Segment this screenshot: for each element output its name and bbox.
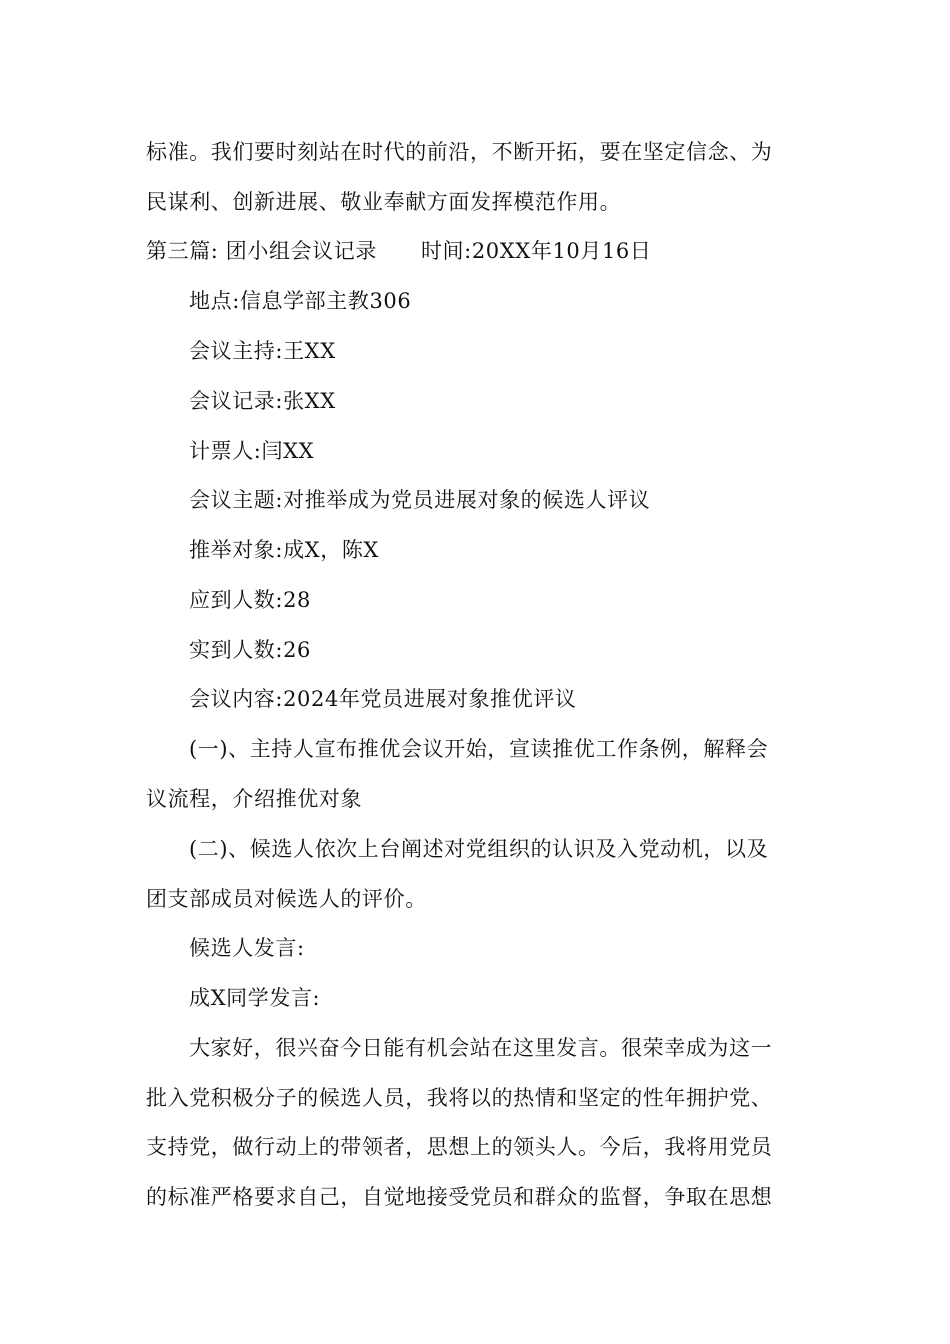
agenda-item-1-line-1: (一)、主持人宣布推优会议开始，宣读推优工作条例，解释会 [189,737,769,761]
intro-line-1: 标准。我们要时刻站在时代的前沿，不断开拓，要在坚定信念、为 [146,140,773,164]
speech-line-2: 批入党积极分子的候选人员，我将以的热情和坚定的性年拥护党、 [146,1086,773,1110]
speech-heading: 候选人发言: [189,936,305,960]
speech-line-1: 大家好，很兴奋今日能有机会站在这里发言。很荣幸成为这一 [189,1036,773,1060]
speech-line-3: 支持党，做行动上的带领者，思想上的领头人。今后，我将用党员 [146,1135,773,1159]
section-title: 第三篇: 团小组会议记录 [146,239,377,263]
meeting-location: 地点:信息学部主教306 [189,289,412,313]
speaker-label: 成X同学发言: [189,986,321,1010]
meeting-host: 会议主持:王XX [189,339,336,363]
expected-attendance: 应到人数:28 [189,588,311,612]
actual-attendance: 实到人数:26 [189,638,311,662]
agenda-item-2-line-1: (二)、候选人依次上台阐述对党组织的认识及入党动机，以及 [189,837,769,861]
meeting-topic: 会议主题:对推举成为党员进展对象的候选人评议 [189,488,651,512]
section-heading [146,236,826,266]
meeting-content: 会议内容:2024年党员进展对象推优评议 [189,687,577,711]
meeting-recorder: 会议记录:张XX [189,389,336,413]
speech-line-4: 的标准严格要求自己，自觉地接受党员和群众的监督，争取在思想 [146,1185,773,1209]
meeting-nominees: 推举对象:成X，陈X [189,538,379,562]
agenda-item-1-line-2: 议流程，介绍推优对象 [146,787,362,811]
section-time: 时间:20XX年10月16日 [420,239,652,263]
agenda-item-2-line-2: 团支部成员对候选人的评价。 [146,887,427,911]
meeting-teller: 计票人:闫XX [189,439,315,463]
intro-line-2: 民谋利、创新进展、敬业奉献方面发挥模范作用。 [146,190,622,214]
